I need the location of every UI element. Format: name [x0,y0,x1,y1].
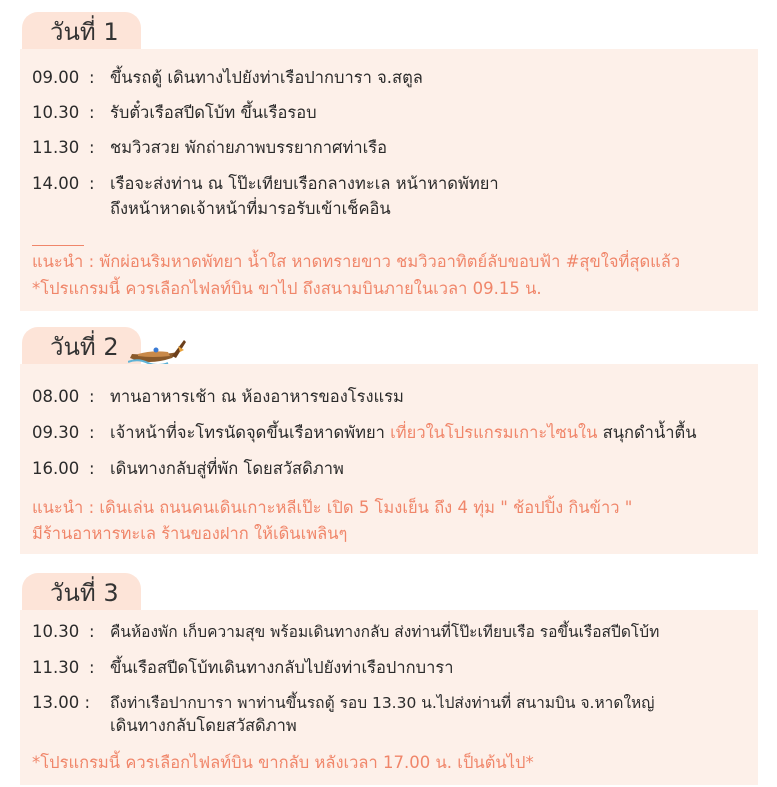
time-label: 08.00 [32,387,80,406]
separator: : [89,103,95,122]
activity-text: เดินทางกลับโดยสวัสดิภาพ [110,716,297,735]
underline-divider [32,245,84,246]
flight-note: *โปรแกรมนี้ ควรเลือกไฟลท์บิน ขากลับ หลังเวลา 17.00 น. เป็นต้นไป* [32,753,534,772]
separator: : [89,423,95,442]
time-label: 10.30 [32,622,80,641]
activity-text [110,421,697,445]
activity-text-part: สนุกดำน้ำตื้น [602,423,697,442]
time-label: 11.30 [32,658,80,677]
separator: : [89,622,95,641]
day-1-tab [22,12,141,50]
recommendation-note: แนะนำ : เดินเล่น ถนนคนเดินเกาะหลีเป๊ะ เปิด 5 โมงเย็น ถึง 4 ทุ่ม " ช้อปปิ้ง กินข้าว " [32,498,633,517]
day-3-tab [22,573,141,611]
day-2-title: วันที่ 2 [50,332,119,361]
time-label: 14.00 [32,174,80,193]
separator: : [89,658,95,677]
activity-text: ขึ้นเรือสปีดโบ้ทเดินทางกลับไปยังท่าเรือปากบารา [110,658,454,677]
activity-text: เดินทางกลับสู่ที่พัก โดยสวัสดิภาพ [110,459,344,478]
separator: : [89,68,95,87]
time-label: 13.00 : [32,693,91,712]
day-3-title: วันที่ 3 [50,578,119,607]
recommendation-note-continued: มีร้านอาหารทะเล ร้านของฝาก ให้เดินเพลินๆ [32,524,348,543]
activity-text-part: เจ้าหน้าที่จะโทรนัดจุดขึ้นเรือหาดพัทยา [110,423,385,442]
time-label: 09.00 [32,68,80,87]
separator: : [89,387,95,406]
separator: : [89,459,95,478]
activity-text: รับตั๋วเรือสปีดโบ้ท ขึ้นเรือรอบ [110,103,317,122]
time-label: 11.30 [32,138,80,157]
recommendation-note: แนะนำ : พักผ่อนริมหาดพัทยา น้ำใส หาดทรายขาว ชมวิวอาทิตย์ลับขอบฟ้า #สุขใจที่สุดแล้ว [32,252,681,271]
activity-text: ขึ้นรถตู้ เดินทางไปยังท่าเรือปากบารา จ.สตูล [110,68,423,87]
highlighted-program: เที่ยวในโปรแกรมเกาะไซนใน [390,423,598,442]
activity-text: ถึงหน้าหาดเจ้าหน้าที่มารอรับเข้าเช็คอิน [110,199,391,218]
time-label: 09.30 [32,423,80,442]
day-2-tab [22,327,141,365]
activity-text: เรือจะส่งท่าน ณ โป๊ะเทียบเรือกลางทะเล หน้าหาดพัทยา [110,174,499,193]
activity-text: ทานอาหารเช้า ณ ห้องอาหารของโรงแรม [110,387,404,406]
day-1-title: วันที่ 1 [50,17,119,46]
separator: : [89,138,95,157]
activity-text: คืนห้องพัก เก็บความสุข พร้อมเดินทางกลับ ส่งท่านที่โป๊ะเทียบเรือ รอขึ้นเรือสปีดโบ้ท [110,623,660,641]
activity-text: ถึงท่าเรือปากบารา พาท่านขึ้นรถตู้ รอบ 13.30 น.ไปส่งท่านที่ สนามบิน จ.หาดใหญ่ [110,694,655,712]
separator: : [89,174,95,193]
time-label: 16.00 [32,459,80,478]
flight-note: *โปรแกรมนี้ ควรเลือกไฟลท์บิน ขาไป ถึงสนามบินภายในเวลา 09.15 น. [32,279,542,298]
time-label: 10.30 [32,103,80,122]
activity-text: ชมวิวสวย พักถ่ายภาพบรรยากาศท่าเรือ [110,138,388,157]
